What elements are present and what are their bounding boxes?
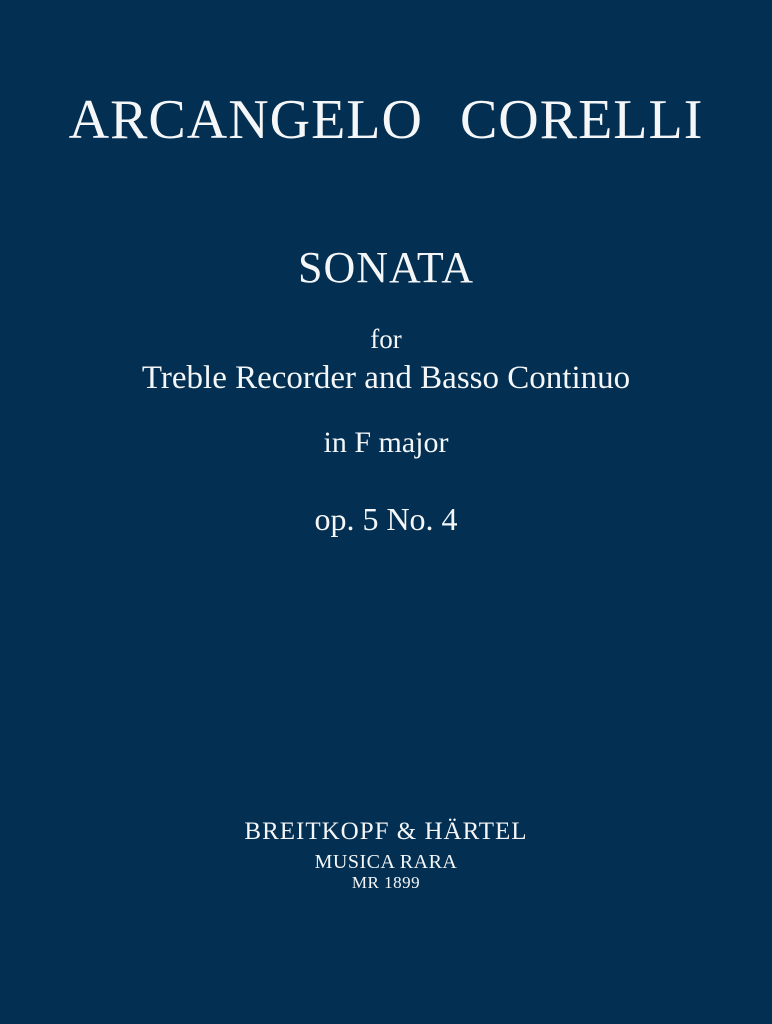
catalog-number: MR 1899 — [351, 873, 421, 892]
publisher-name: BREITKOPF & HÄRTEL — [244, 818, 528, 845]
imprint-name: MUSICA RARA — [314, 851, 458, 873]
opus-number-line: op. 5 No. 4 — [314, 501, 458, 537]
composer-name: ARCANGELO CORELLI — [68, 89, 704, 151]
instrumentation-line: Treble Recorder and Basso Continuo — [141, 360, 631, 396]
work-title: SONATA — [297, 243, 475, 292]
key-line: in F major — [323, 426, 449, 459]
for-label: for — [370, 324, 402, 354]
